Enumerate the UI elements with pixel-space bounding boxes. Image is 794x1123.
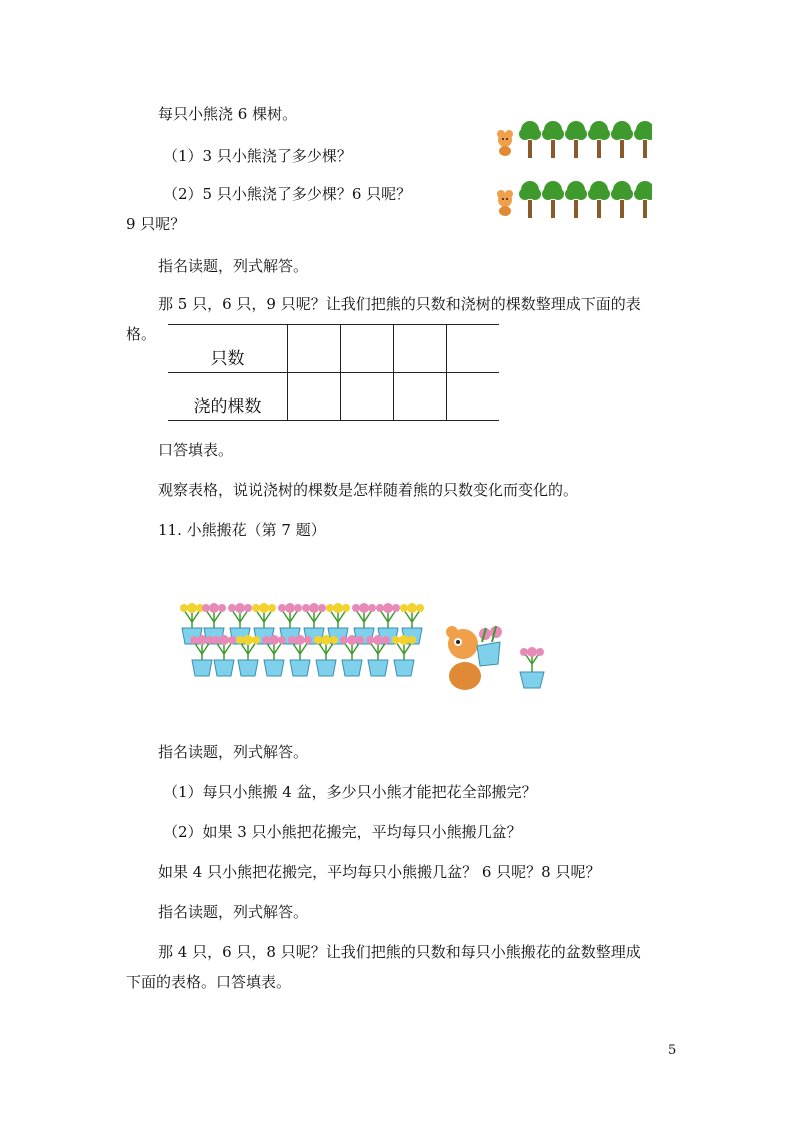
- bear-icon: [497, 190, 513, 216]
- table-row: [168, 373, 499, 421]
- flower-pot-icon: [340, 635, 364, 676]
- bear-icon: [497, 130, 513, 156]
- table-row-label-count: 只数: [168, 325, 288, 373]
- flower-pot-icon: [262, 635, 286, 676]
- tree-icon: [634, 181, 652, 218]
- flower-pot-icon: [366, 635, 390, 676]
- question-2-continued: 9 只呢？: [126, 215, 186, 233]
- tree-icon: [519, 181, 541, 218]
- flower-pot-icon: [190, 635, 214, 676]
- paragraph-observe-table: 观察表格，说说浇树的棵数是怎样随着熊的只数变化而变化的。: [158, 481, 579, 499]
- tree-icon: [588, 121, 610, 158]
- table-cell: [447, 325, 500, 373]
- flower-pot-icon: [520, 647, 544, 688]
- question-3: （1）每只小熊搬 4 盆，多少只小熊才能把花全部搬完？: [163, 783, 537, 801]
- question-4: （2）如果 3 只小熊把花搬完，平均每只小熊搬几盆？: [163, 823, 522, 841]
- tree-icon: [634, 121, 652, 158]
- table-cell: [341, 325, 394, 373]
- paragraph-table-intro-2: 那 4 只，6 只，8 只呢？让我们把熊的只数和每只小熊搬花的盆数整理成: [158, 943, 641, 961]
- flower-pot-icon: [392, 635, 416, 676]
- flower-pot-icon: [236, 635, 260, 676]
- instruction-read-solve-2: 指名读题，列式解答。: [158, 743, 309, 761]
- paragraph-trees-per-bear: 每只小熊浇 6 棵树。: [158, 105, 298, 123]
- tree-icon: [565, 181, 587, 218]
- table-cell: [341, 373, 394, 421]
- tree-icon: [565, 121, 587, 158]
- tree-icon: [611, 181, 633, 218]
- tree-icon: [611, 121, 633, 158]
- instruction-read-solve-3: 指名读题，列式解答。: [158, 903, 309, 921]
- bear-trees-illustration-1: [492, 116, 652, 160]
- bear-carrying-flowers-icon: [446, 626, 502, 690]
- tree-icon: [519, 121, 541, 158]
- tree-icon: [542, 121, 564, 158]
- question-2: （2）5 只小熊浇了多少棵？6 只呢？: [163, 185, 412, 203]
- bear-trees-illustration-2: [492, 176, 652, 220]
- table-cell: [394, 325, 447, 373]
- flower-pot-icon: [212, 635, 236, 676]
- paragraph-table-intro-2-continued: 下面的表格。口答填表。: [126, 973, 292, 991]
- table-cell: [288, 325, 341, 373]
- bears-trees-table: [168, 324, 499, 421]
- flower-pot-icon: [288, 635, 312, 676]
- bear-flowers-illustration: [180, 598, 560, 700]
- tree-icon: [588, 181, 610, 218]
- question-1: （1）3 只小熊浇了多少棵？: [163, 147, 352, 165]
- table-row-label-trees: 浇的棵数: [168, 373, 288, 421]
- paragraph-table-intro-continued: 格。: [126, 325, 157, 343]
- table-row: [168, 325, 499, 373]
- table-cell: [394, 373, 447, 421]
- tree-icon: [542, 181, 564, 218]
- table-cell: [447, 373, 500, 421]
- page-number: 5: [668, 1043, 677, 1058]
- instruction-fill-table: 口答填表。: [158, 441, 234, 459]
- instruction-read-solve: 指名读题，列式解答。: [158, 257, 309, 275]
- table-cell: [288, 373, 341, 421]
- section-heading-bear-flowers: 11. 小熊搬花（第 7 题）: [158, 521, 326, 539]
- flower-pot-icon: [314, 635, 338, 676]
- paragraph-followup-questions: 如果 4 只小熊把花搬完，平均每只小熊搬几盆？ 6 只呢？8 只呢？: [158, 863, 601, 881]
- paragraph-table-intro: 那 5 只，6 只，9 只呢？让我们把熊的只数和浇树的棵数整理成下面的表: [158, 295, 641, 313]
